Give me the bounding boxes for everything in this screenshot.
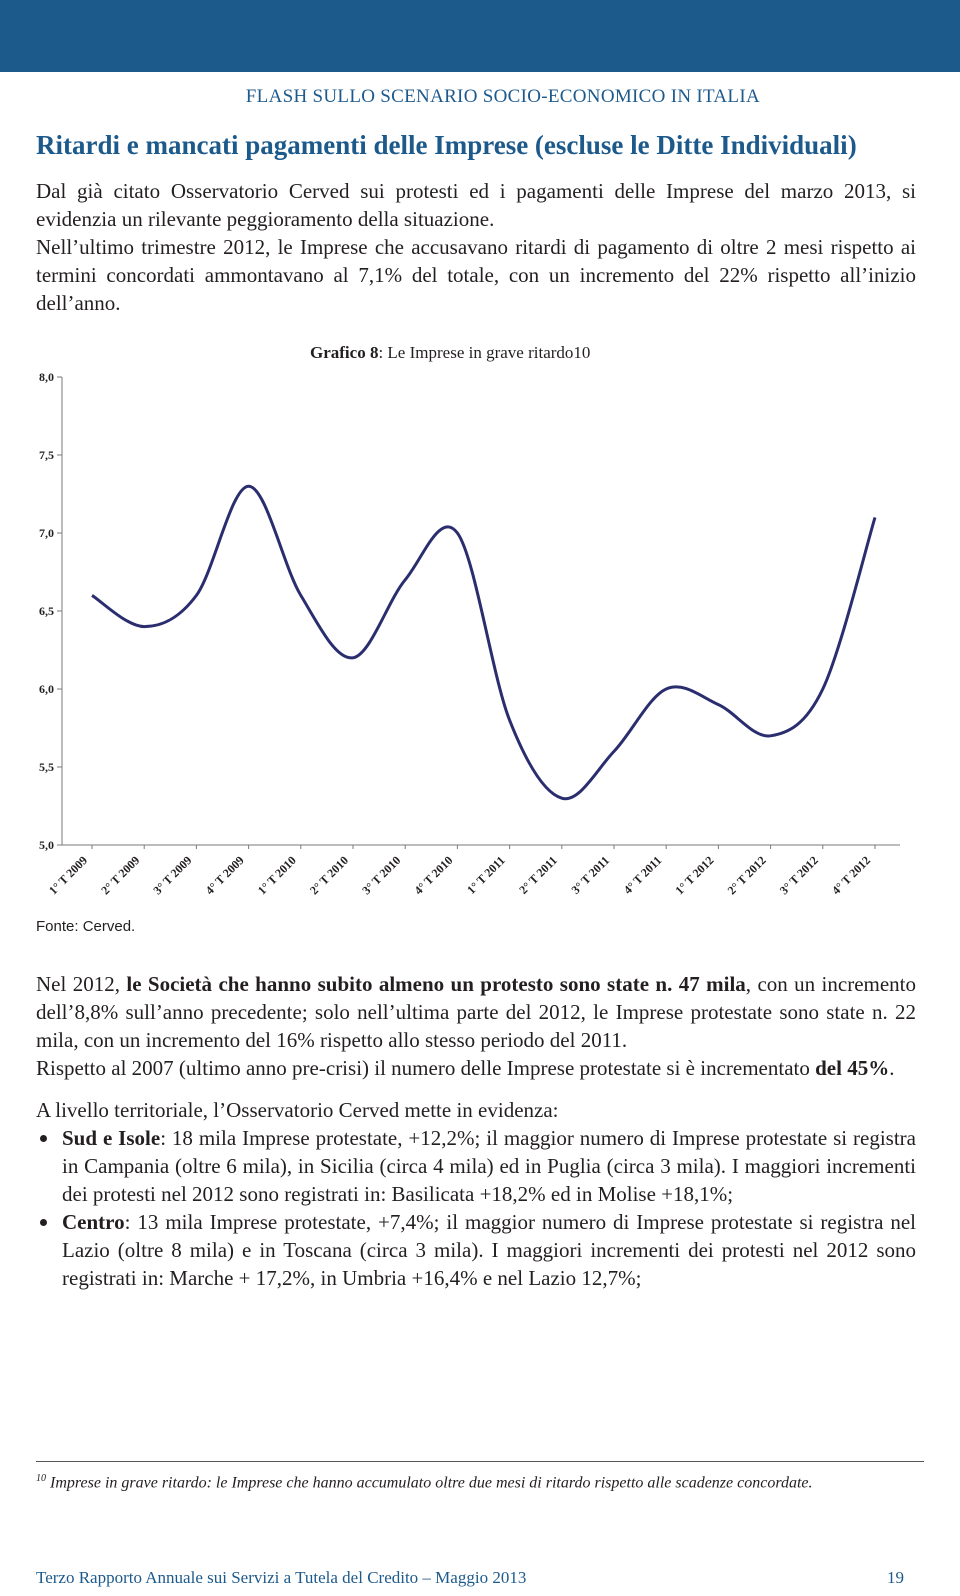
footnote-text: Imprese in grave ritardo: le Imprese che hanno accumulato oltre due mesi di ritardo rispetto alle scadenze concordate. xyxy=(46,1474,813,1492)
chart-caption-label: Grafico 8 xyxy=(310,343,379,362)
body-paragraph-1 xyxy=(36,970,916,1054)
x-tick-label: 1° T 2011 xyxy=(464,853,508,897)
y-tick-label: 8,0 xyxy=(39,370,54,384)
bullet-1-label: Sud e Isole xyxy=(62,1126,161,1150)
series-line xyxy=(92,486,875,799)
body-paragraph-2 xyxy=(36,1054,916,1082)
body-p2-bold: del 45% xyxy=(815,1056,890,1080)
body-paragraph-3: A livello territoriale, l’Osservatorio Cerved mette in evidenza: xyxy=(36,1098,559,1122)
x-tick-label: 1° T 2010 xyxy=(254,853,299,898)
list-item xyxy=(36,1124,916,1208)
x-tick-label: 1° T 2009 xyxy=(46,853,91,898)
line-chart xyxy=(0,340,960,930)
page-number: 19 xyxy=(887,1568,904,1587)
body-text xyxy=(36,970,916,1292)
body-p1-bold: le Società che hanno subito almeno un protesto sono state n. 47 mila xyxy=(126,972,746,996)
list-item xyxy=(36,1208,916,1292)
x-tick-label: 4° T 2009 xyxy=(202,853,247,898)
bullet-list xyxy=(36,1124,916,1292)
section-header: FLASH SULLO SCENARIO SOCIO-ECONOMICO IN ITALIA xyxy=(245,86,760,107)
chart-container xyxy=(0,340,960,930)
x-tick-label: 3° T 2010 xyxy=(359,853,404,898)
y-tick-label: 6,0 xyxy=(39,682,54,696)
intro-paragraph-2: Nell’ultimo trimestre 2012, le Imprese che accusavano ritardi di pagamento di oltre 2 mesi rispetto ai termini concordati ammontavano al 7,1% del totale, con un incremento del 22% rispetto all’inizio dell’anno. xyxy=(36,235,916,315)
chart-caption xyxy=(310,343,590,363)
x-tick-label: 3° T 2009 xyxy=(150,853,195,898)
body-p1-a: Nel 2012, xyxy=(36,972,127,996)
chart-source: Fonte: Cerved. xyxy=(36,918,136,935)
footnote-divider xyxy=(36,1461,924,1462)
section-title: Ritardi e mancati pagamenti delle Imprese (escluse le Ditte Individuali) xyxy=(36,130,857,160)
y-tick-label: 6,5 xyxy=(39,604,54,618)
x-tick-label: 2° T 2010 xyxy=(307,853,352,898)
intro-paragraph-1: Dal già citato Osservatorio Cerved sui protesti ed i pagamenti delle Imprese del marzo 2013, si evidenzia un rilevante peggioramento della situazione. xyxy=(36,179,916,231)
top-color-band xyxy=(0,0,960,72)
x-tick-label: 3° T 2012 xyxy=(776,853,821,898)
footnote-number: 10 xyxy=(36,1473,46,1484)
x-tick-label: 4° T 2010 xyxy=(411,853,456,898)
chart-caption-text: : Le Imprese in grave ritardo10 xyxy=(378,343,591,362)
footer-publication: Terzo Rapporto Annuale sui Servizi a Tutela del Credito – Maggio 2013 xyxy=(36,1568,527,1587)
body-p2-a: Rispetto al 2007 (ultimo anno pre-crisi) il numero delle Imprese protestate si è incrementato xyxy=(36,1056,816,1080)
bullet-2-text: : 13 mila Imprese protestate, +7,4%; il maggior numero di Imprese protestate si registra nel Lazio (oltre 8 mila) e in Toscana (circa 3 mila). I maggiori incrementi dei protesti nel 2012 sono registrati in: Marche + 17,2%, in Umbria +16,4% e nel Lazio 12,7%; xyxy=(62,1210,916,1290)
intro-text xyxy=(36,177,916,317)
x-tick-label: 4° T 2011 xyxy=(620,853,665,897)
bullet-1-text: : 18 mila Imprese protestate, +12,2%; il maggior numero di Imprese protestate si registra in Campania (oltre 6 mila), in Sicilia (circa 4 mila) ed in Puglia (circa 3 mila). I maggiori incrementi dei protesti nel 2012 sono registrati in: Basilicata +18,2% ed in Molise +18,1%; xyxy=(62,1126,916,1206)
x-tick-label: 3° T 2011 xyxy=(568,853,613,897)
y-tick-label: 5,5 xyxy=(39,760,54,774)
bullet-2-label: Centro xyxy=(62,1210,125,1234)
body-p1-c: , con un incremento dell’8,8% sull’anno precedente; solo nell’ultima parte del 2012, le Imprese protestate sono state n. 22 mila, con un incremento del 16% rispetto allo stesso periodo del 2011. xyxy=(36,972,917,1052)
body-p2-c: . xyxy=(889,1056,895,1080)
y-tick-label: 5,0 xyxy=(39,838,54,852)
y-tick-label: 7,5 xyxy=(39,448,54,462)
x-tick-label: 2° T 2009 xyxy=(98,853,143,898)
x-tick-label: 4° T 2012 xyxy=(829,853,874,898)
x-tick-label: 2° T 2011 xyxy=(516,853,560,897)
footnote xyxy=(36,1473,813,1492)
y-tick-label: 7,0 xyxy=(39,526,54,540)
x-tick-label: 2° T 2012 xyxy=(724,853,769,898)
x-tick-label: 1° T 2012 xyxy=(672,853,717,898)
